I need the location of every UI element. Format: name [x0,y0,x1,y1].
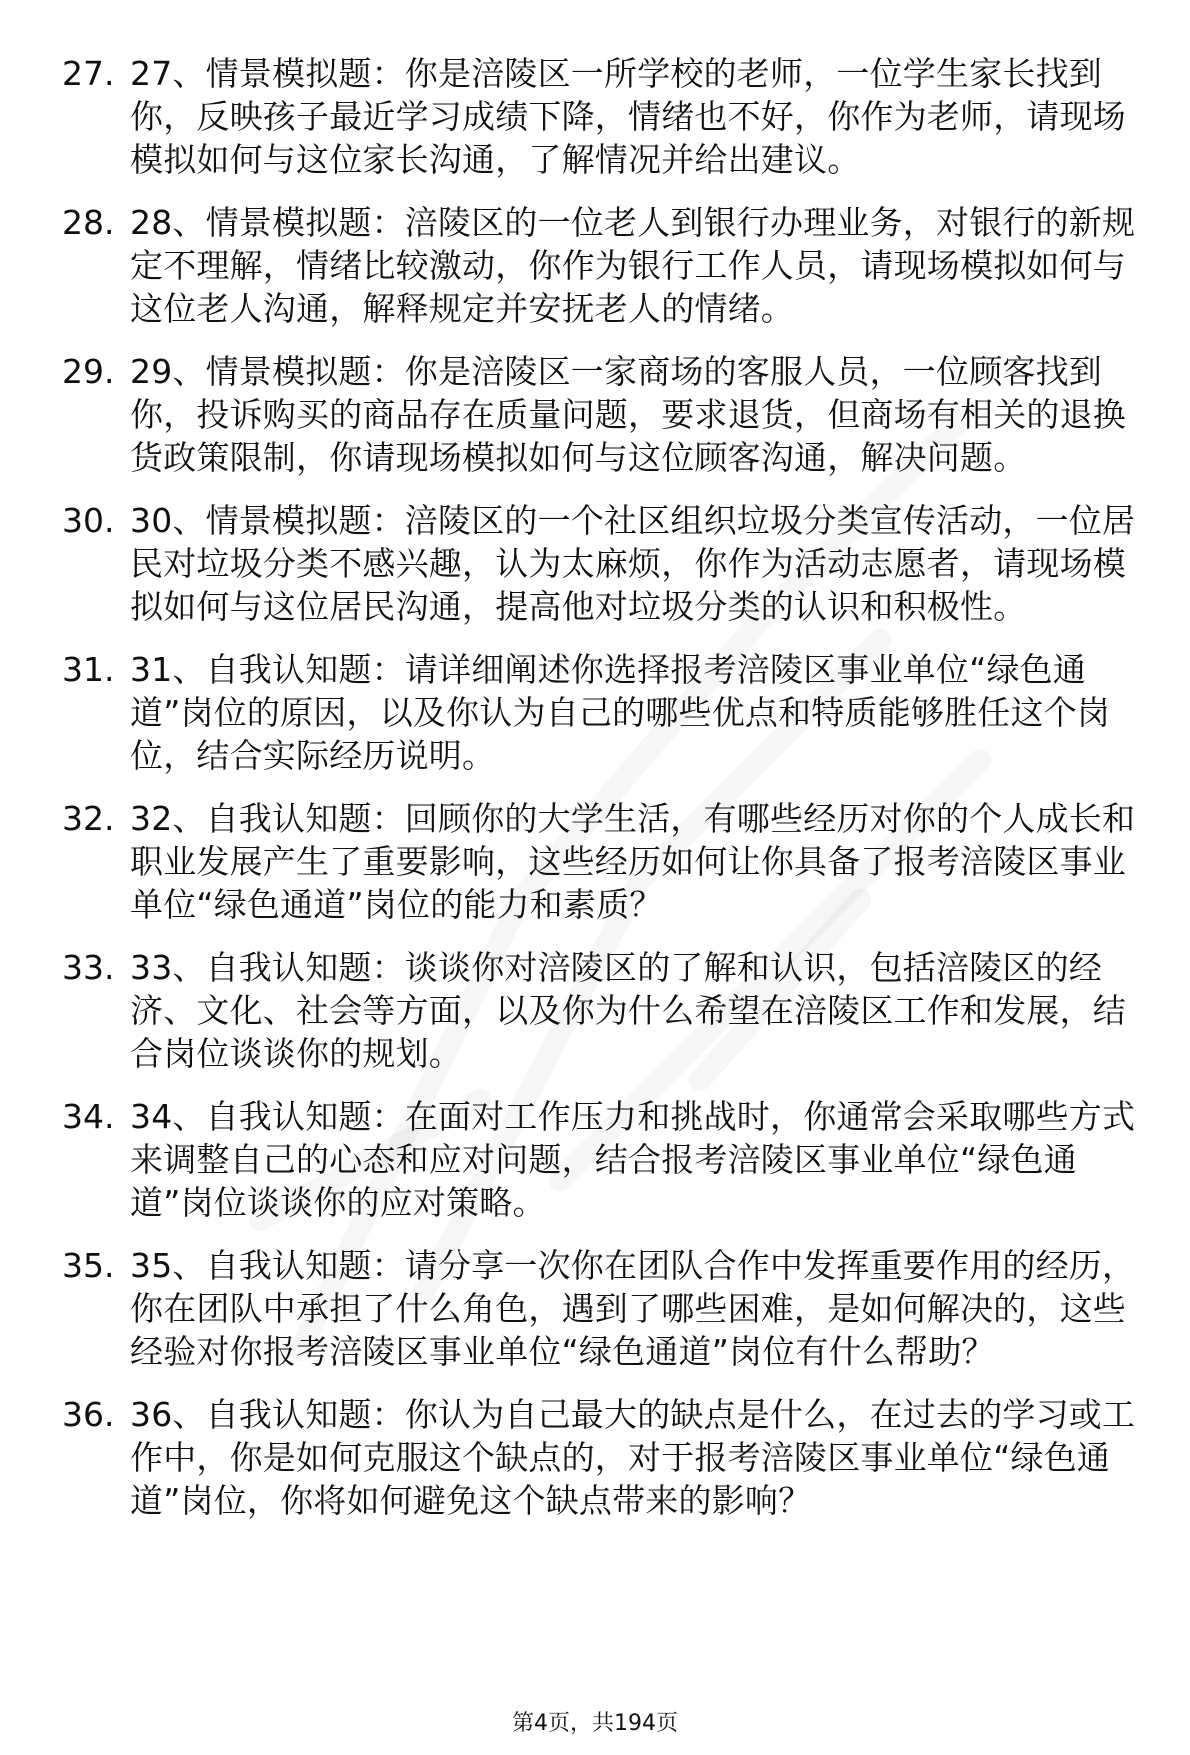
question-number: 33. [62,948,115,987]
question-item [62,1244,1152,1373]
question-text: 34、自我认知题：在面对工作压力和挑战时，你通常会采取哪些方式来调整自己的心态和应对问题，结合报考涪陵区事业单位“绿色通道”岗位谈谈你的应对策略。 [130,1097,1136,1222]
question-text: 32、自我认知题：回顾你的大学生活，有哪些经历对你的个人成长和职业发展产生了重要影响，这些经历如何让你具备了报考涪陵区事业单位“绿色通道”岗位的能力和素质？ [130,799,1136,924]
question-number: 28. [62,203,115,242]
question-text: 35、自我认知题：请分享一次你在团队合作中发挥重要作用的经历，你在团队中承担了什么角色，遇到了哪些困难，是如何解决的，这些经验对你报考涪陵区事业单位“绿色通道”岗位有什么帮助？ [130,1246,1136,1371]
question-text: 28、情景模拟题：涪陵区的一位老人到银行办理业务，对银行的新规定不理解，情绪比较激动，你作为银行工作人员，请现场模拟如何与这位老人沟通，解释规定并安抚老人的情绪。 [130,203,1136,328]
question-item [62,1393,1152,1522]
question-item [62,201,1152,330]
question-text: 30、情景模拟题：涪陵区的一个社区组织垃圾分类宣传活动，一位居民对垃圾分类不感兴趣，认为太麻烦，你作为活动志愿者，请现场模拟如何与这位居民沟通，提高他对垃圾分类的认识和积极性。 [130,501,1136,626]
page-number-footer: 第4页，共194页 [512,1711,678,1736]
question-text: 33、自我认知题：谈谈你对涪陵区的了解和认识，包括涪陵区的经济、文化、社会等方面，以及你为什么希望在涪陵区工作和发展，结合岗位谈谈你的规划。 [130,948,1126,1073]
question-number: 35. [62,1246,115,1285]
question-item [62,350,1152,479]
question-text: 31、自我认知题：请详细阐述你选择报考涪陵区事业单位“绿色通道”岗位的原因，以及你认为自己的哪些优点和特质能够胜任这个岗位，结合实际经历说明。 [130,650,1111,775]
question-text: 27、情景模拟题：你是涪陵区一所学校的老师，一位学生家长找到你，反映孩子最近学习成绩下降，情绪也不好，你作为老师，请现场模拟如何与这位家长沟通，了解情况并给出建议。 [130,54,1126,179]
question-item [62,1095,1152,1224]
question-number: 29. [62,352,115,391]
question-text: 36、自我认知题：你认为自己最大的缺点是什么，在过去的学习或工作中，你是如何克服这个缺点的，对于报考涪陵区事业单位“绿色通道”岗位，你将如何避免这个缺点带来的影响？ [130,1395,1136,1520]
question-item [62,797,1152,926]
question-number: 30. [62,501,115,540]
question-number: 27. [62,54,115,93]
question-number: 32. [62,799,115,838]
question-item [62,499,1152,628]
question-item [62,648,1152,777]
question-list [62,52,1152,1542]
question-number: 31. [62,650,115,689]
question-number: 36. [62,1395,115,1434]
question-text: 29、情景模拟题：你是涪陵区一家商场的客服人员，一位顾客找到你，投诉购买的商品存在质量问题，要求退货，但商场有相关的退换货政策限制，你请现场模拟如何与这位顾客沟通，解决问题。 [130,352,1126,477]
question-number: 34. [62,1097,115,1136]
question-item [62,52,1152,181]
question-item [62,946,1152,1075]
